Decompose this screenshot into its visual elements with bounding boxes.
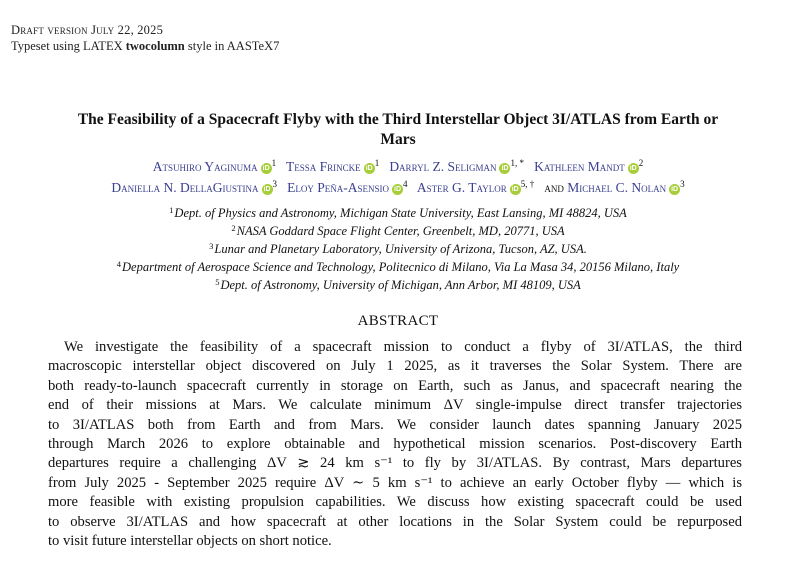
draft-version: Draft version July 22, 2025 [11,23,164,37]
abstract-line: more feasible with existing propulsion capabilities. We discuss how existing spacecraft could be used [48,494,742,511]
orcid-icon[interactable]: iD [262,165,270,172]
author-name[interactable]: Michael C. Nolan [567,180,667,195]
page-header [11,22,279,54]
author[interactable] [153,159,276,174]
orcid-icon[interactable]: iD [501,165,509,172]
author-affil: 3 [680,179,685,189]
abstract-line: We investigate the feasibility of a spacecraft mission to conduct a flyby of 3I/ATLAS, the third [64,339,742,355]
author[interactable] [417,180,534,195]
affiliation-text: Dept. of Physics and Astronomy, Michigan State University, East Lansing, MI 48824, USA [174,206,627,220]
abstract-line: end of their missions at Mars. We calculate minimum ΔV single-impulse direct transfer trajectories [48,397,742,414]
abstract-line: to 3I/ATLAS both from Earth and from Mars. We consider launch dates spanning January 2025 [48,416,742,433]
affiliation-text: Department of Aerospace Science and Technology, Politecnico di Milano, Via La Masa 34, 20156 Milano, Italy [122,260,680,274]
affiliation-text: Lunar and Planetary Laboratory, University of Arizona, Tucson, AZ, USA. [214,242,587,256]
authors-and: and [544,180,564,195]
author-name[interactable]: Eloy Peña-Asensio [287,180,390,195]
author[interactable] [287,180,407,195]
orcid-icon[interactable]: iD [511,186,519,193]
abstract-line: through March 2026 to explore obtainable and hypothetical mission scenarios. Post-discovery Earth [48,436,742,453]
author[interactable] [567,180,684,195]
author-list [0,156,796,198]
author-name[interactable]: Darryl Z. Seligman [389,159,497,174]
orcid-icon[interactable]: iD [394,186,402,193]
title-line-2: Mars [380,131,416,148]
affiliation [0,240,796,258]
author-affil: 1, * [510,158,524,168]
orcid-icon[interactable]: iD [263,186,271,193]
affiliation [0,222,796,240]
author[interactable] [286,159,379,174]
author-affil: 5, † [520,179,535,189]
affiliation [0,258,796,276]
author-name[interactable]: Atsuhiro Yaginuma [152,159,258,174]
abstract-line: to observe 3I/ATLAS and how spacecraft at other locations in the Solar System could be repurposed [48,513,742,530]
author-name[interactable]: Daniella N. DellaGiustina [111,180,259,195]
abstract-line: from July 2025 - September 2025 require ΔV ∼ 5 km s⁻¹ to achieve an early October flyby — which is [48,474,742,491]
author[interactable] [111,180,277,195]
orcid-icon[interactable]: iD [365,165,373,172]
affiliation-number: 5 [215,277,220,287]
author-affil: 1 [374,158,380,168]
author-affil: 3 [272,179,278,189]
typeset-prefix: Typeset using LATEX [11,39,123,53]
affiliation-number: 2 [231,223,236,233]
abstract-heading: ABSTRACT [357,313,439,329]
affiliation-number: 3 [209,241,214,251]
title-line-1: The Feasibility of a Spacecraft Flyby with the Third Interstellar Object 3I/ATLAS from Earth or [77,111,719,128]
paper-title [0,110,796,150]
affiliation-text: Dept. of Astronomy, University of Michigan, Ann Arbor, MI 48109, USA [220,278,581,292]
abstract-line: both ready-to-launch spacecraft currently in storage on Earth, such as Janus, and spacecraft nearing the [48,377,742,394]
abstract-line: to visit future interstellar objects on short notice. [48,533,332,550]
author-name[interactable]: Aster G. Taylor [416,180,507,195]
affiliation-text: NASA Goddard Space Flight Center, Greenbelt, MD, 20771, USA [236,224,565,238]
author-affil: 1 [271,158,277,168]
typeset-bold: twocolumn [125,39,185,53]
abstract-line: departures require a challenging ΔV ≳ 24 km s⁻¹ to fly by 3I/ATLAS. By contrast, Mars departures [48,455,742,472]
author[interactable] [534,159,643,174]
author-affil: 4 [403,179,408,189]
author-line-1 [0,156,796,177]
affiliation [0,276,796,294]
affiliation [0,204,796,222]
author-affil: 2 [638,158,644,168]
affiliations [0,204,796,294]
orcid-icon[interactable]: iD [629,165,637,172]
abstract-line: macroscopic interstellar object discovered on July 1 2025, as it traverses the Solar System. There are [48,358,742,375]
author-name[interactable]: Kathleen Mandt [534,159,625,174]
typeset-suffix: style in AASTeX7 [187,39,280,53]
affiliation-number: 1 [169,205,174,215]
author-name[interactable]: Tessa Frincke [286,159,361,174]
affiliation-number: 4 [116,259,122,269]
typeset-line [11,38,279,54]
orcid-icon[interactable]: iD [671,186,679,193]
author[interactable] [389,159,524,174]
abstract-body [48,338,742,551]
author-line-2 [0,177,796,198]
